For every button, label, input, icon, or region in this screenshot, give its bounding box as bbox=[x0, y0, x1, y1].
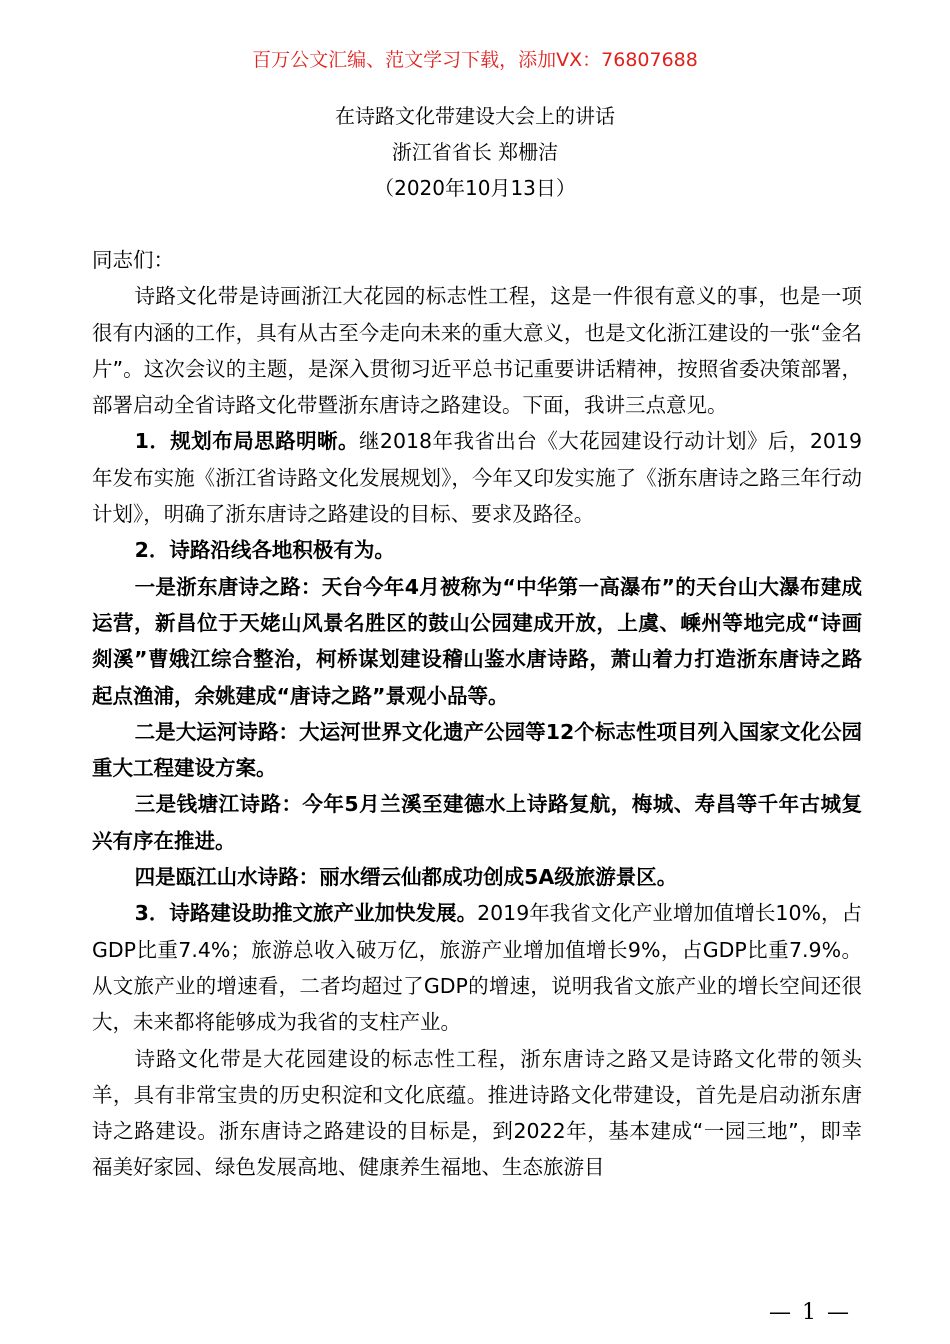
speech-title-block bbox=[0, 98, 950, 206]
paragraph-intro: 诗路文化带是诗画浙江大花园的标志性工程，这是一件很有意义的事，也是一项很有内涵的工作，具有从古至今走向未来的重大意义，也是文化浙江建设的一张“金名片”。这次会议的主题，是深入贯彻习近平总书记重要讲话精神，按照省委决策部署，部署启动全省诗路文化带暨浙东唐诗之路建设。下面，我讲三点意见。 bbox=[92, 284, 862, 418]
paragraph-closing: 诗路文化带是大花园建设的标志性工程，浙东唐诗之路又是诗路文化带的领头羊，具有非常宝贵的历史积淀和文化底蕴。推进诗路文化带建设，首先是启动浙东唐诗之路建设。浙东唐诗之路建设的目标是，到2022年，基本建成“一园三地”，即幸福美好家园、绿色发展高地、健康养生福地、生态旅游目 bbox=[92, 1046, 862, 1180]
speech-date: （2020年10月13日） bbox=[374, 176, 576, 200]
promo-banner: 百万公文汇编、范文学习下载，添加VX：76807688 bbox=[252, 49, 698, 71]
paragraph-grand-canal-poetry-road: 二是大运河诗路：大运河世界文化遗产公园等12个标志性项目列入国家文化公园重大工程建设方案。 bbox=[92, 719, 862, 781]
point-1-heading: 1．规划布局思路明晰。 bbox=[134, 429, 359, 454]
point-3-text: 2019年我省文化产业增加值增长10%，占GDP比重7.4%；旅游总收入破万亿，旅游产业增加值增长9%，占GDP比重7.9%。从文旅产业的增速看，二者均超过了GDP的增速，说明我省文旅产业的增长空间还很大，未来都将能够成为我省的支柱产业。 bbox=[92, 901, 862, 1035]
paragraph-point-3 bbox=[92, 895, 862, 1040]
page-number: — 1 — bbox=[769, 1300, 851, 1325]
speech-title: 在诗路文化带建设大会上的讲话 bbox=[335, 104, 615, 128]
point-3-heading: 3．诗路建设助推文旅产业加快发展。 bbox=[134, 901, 478, 926]
paragraph-qiantang-poetry-road: 三是钱塘江诗路：今年5月兰溪至建德水上诗路复航，梅城、寿昌等千年古城复兴有序在推进。 bbox=[92, 792, 862, 853]
paragraph-oujiang-poetry-road: 四是瓯江山水诗路：丽水缙云仙都成功创成5A级旅游景区。 bbox=[134, 865, 678, 890]
speaker-line: 浙江省省长 郑栅洁 bbox=[391, 140, 559, 164]
speech-body bbox=[92, 242, 862, 1186]
paragraph-point-2-heading: 2．诗路沿线各地积极有为。 bbox=[134, 538, 395, 563]
paragraph-point-1 bbox=[92, 423, 862, 532]
salutation: 同志们： bbox=[92, 248, 174, 272]
paragraph-zhedong-poetry-road: 一是浙东唐诗之路：天台今年4月被称为“中华第一高瀑布”的天台山大瀑布建成运营，新昌位于天姥山风景名胜区的鼓山公园建成开放，上虞、嵊州等地完成“诗画剡溪”曹娥江综合整治，柯桥谋划建设稽山鉴水唐诗路，萧山着力打造浙东唐诗之路起点渔浦，余姚建成“唐诗之路”景观小品等。 bbox=[92, 574, 862, 708]
point-1-text: 继2018年我省出台《大花园建设行动计划》后，2019年发布实施《浙江省诗路文化发展规划》，今年又印发实施了《浙东唐诗之路三年行动计划》，明确了浙东唐诗之路建设的目标、要求及路径。 bbox=[92, 429, 862, 527]
